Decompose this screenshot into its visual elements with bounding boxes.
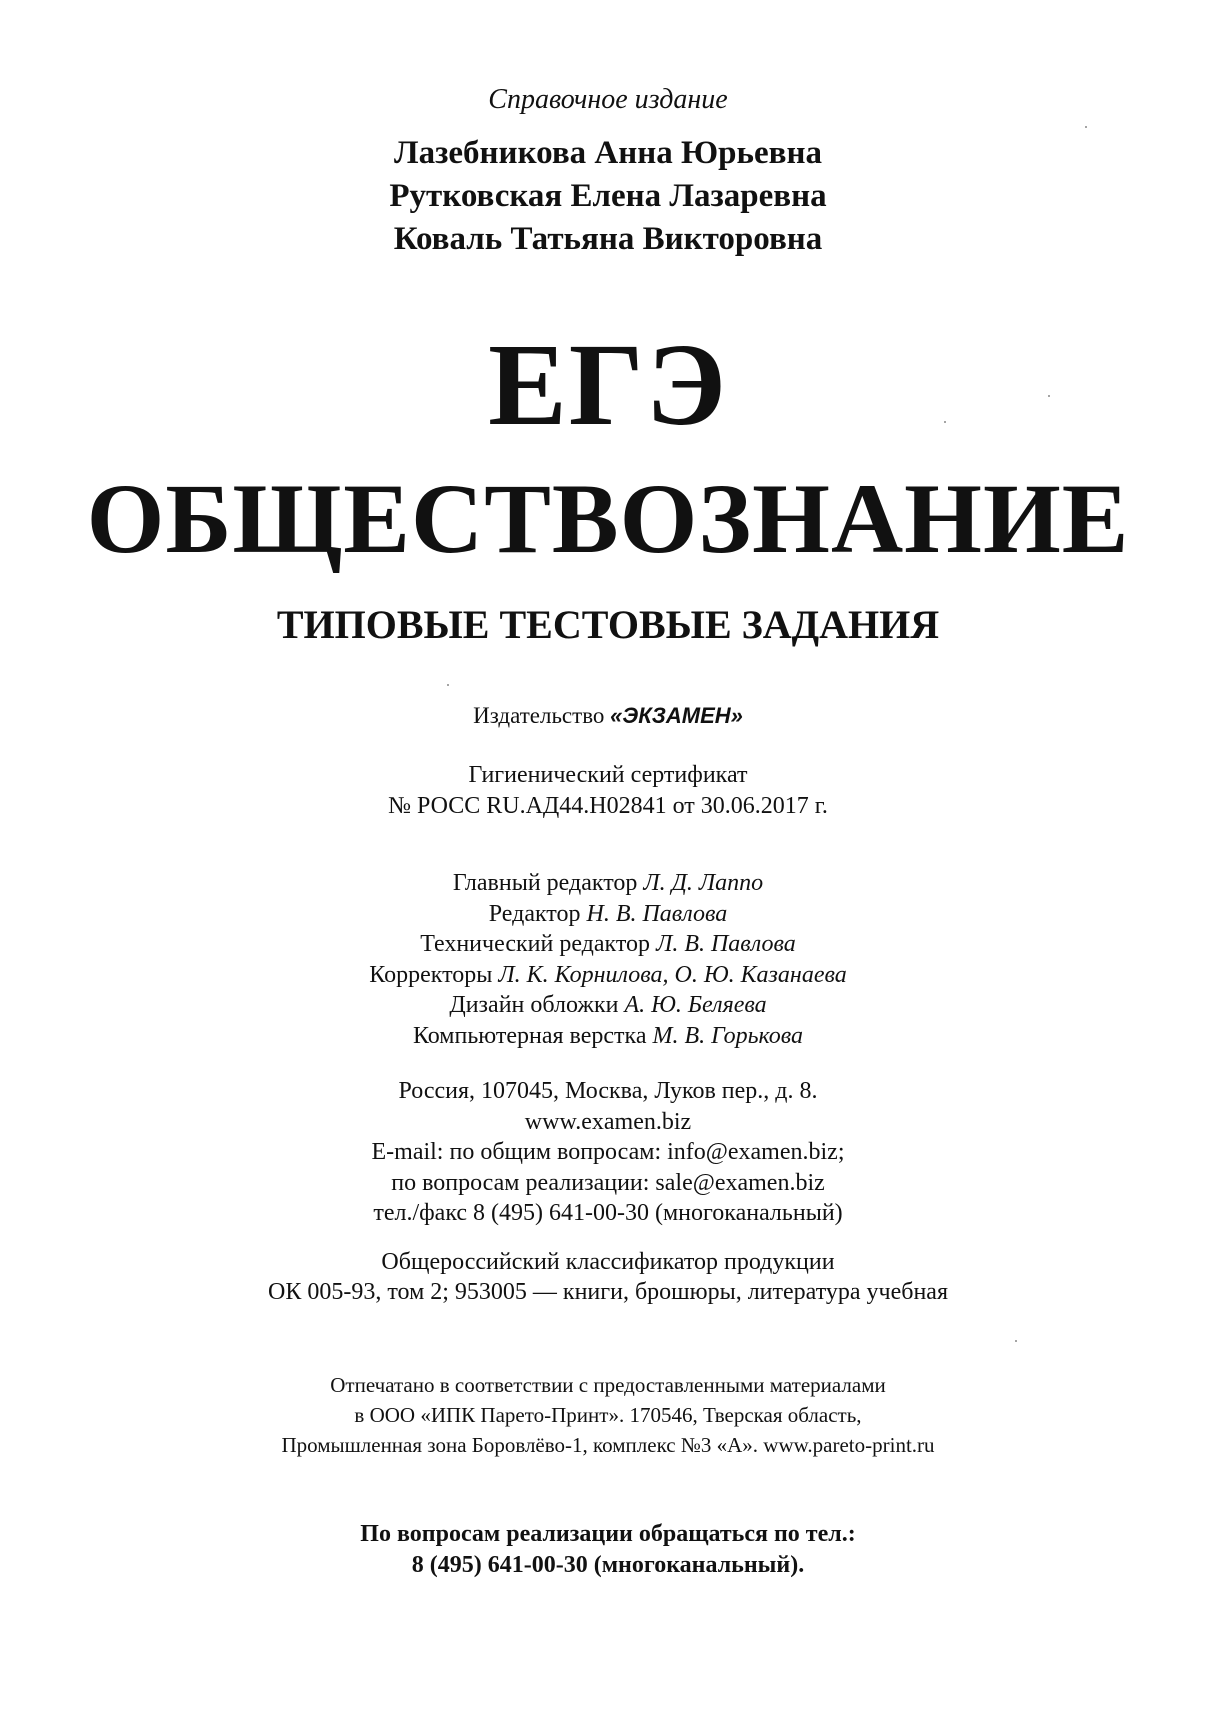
certificate-label: Гигиенический сертификат (468, 762, 748, 788)
author-name: Рутковская Елена Лазаревна (389, 178, 827, 214)
staff-role: Редактор (488, 900, 581, 927)
scan-speck (1048, 395, 1050, 397)
staff-line (0, 929, 1216, 960)
address-line: Россия, 107045, Москва, Луков пер., д. 8. (398, 1078, 818, 1104)
author-name: Коваль Татьяна Викторовна (393, 221, 823, 257)
sales-phone: 8 (495) 641-00-30 (многоканальный). (411, 1552, 805, 1578)
sales-label: По вопросам реализации обращаться по тел.: (360, 1521, 856, 1547)
publisher-line (0, 703, 1216, 729)
scan-speck (1085, 126, 1087, 128)
website-link: www.examen.biz (524, 1108, 692, 1135)
staff-name: М. В. Горькова (652, 1022, 804, 1049)
staff-line (0, 960, 1216, 991)
staff-role: Дизайн обложки (449, 992, 619, 1018)
scan-speck (447, 684, 449, 686)
staff-name: Л. Д. Лаппо (643, 870, 764, 896)
staff-name: Н. В. Павлова (586, 900, 728, 927)
author-name: Лазебникова Анна Юрьевна (394, 135, 822, 171)
edition-kind: Справочное издание (488, 84, 728, 115)
book-subtitle: ТИПОВЫЕ ТЕСТОВЫЕ ЗАДАНИЯ (276, 602, 940, 647)
book-title: ЕГЭ (488, 319, 728, 450)
staff-name: Л. К. Корнилова, О. Ю. Казанаева (498, 961, 847, 988)
scan-speck (1015, 1340, 1017, 1342)
sales-contact (0, 1519, 1216, 1581)
classifier-code: ОК 005-93, том 2; 953005 — книги, брошюры, литература учебная (268, 1279, 948, 1305)
staff-role: Технический редактор (420, 931, 651, 957)
printing-line: Промышленная зона Боровлёво-1, комплекс №3 «А». www.pareto-print.ru (281, 1433, 935, 1457)
staff-name: А. Ю. Беляева (624, 992, 767, 1018)
publisher-address (0, 1076, 1216, 1229)
email-sales: по вопросам реализации: sale@examen.biz (391, 1169, 825, 1196)
publisher-name: «ЭКЗАМЕН» (610, 703, 743, 728)
publisher-prefix: Издательство (473, 703, 605, 728)
product-classifier (0, 1247, 1216, 1307)
email-general: E-mail: по общим вопросам: info@examen.biz; (371, 1139, 845, 1165)
authors-block (0, 132, 1216, 261)
printing-line: Отпечатано в соответствии с предоставленными материалами (330, 1373, 886, 1397)
staff-name: Л. В. Павлова (656, 931, 796, 957)
phone-fax: тел./факс 8 (495) 641-00-30 (многоканальный) (373, 1200, 843, 1226)
printing-info (0, 1370, 1216, 1460)
staff-role: Корректоры (369, 961, 493, 988)
certificate-number: № РОСС RU.АД44.Н02841 от 30.06.2017 г. (388, 793, 828, 819)
staff-line (0, 868, 1216, 899)
printing-line: в ООО «ИПК Парето-Принт». 170546, Тверская область, (354, 1403, 862, 1427)
staff-line (0, 1021, 1216, 1052)
hygiene-certificate (0, 760, 1216, 822)
book-subject: ОБЩЕСТВОЗНАНИЕ (86, 463, 1130, 574)
editorial-staff (0, 868, 1216, 1051)
scan-speck (944, 421, 946, 423)
staff-role: Главный редактор (452, 870, 638, 896)
staff-line (0, 899, 1216, 930)
classifier-label: Общероссийский классификатор продукции (381, 1249, 835, 1275)
staff-line (0, 990, 1216, 1021)
staff-role: Компьютерная верстка (412, 1022, 647, 1049)
